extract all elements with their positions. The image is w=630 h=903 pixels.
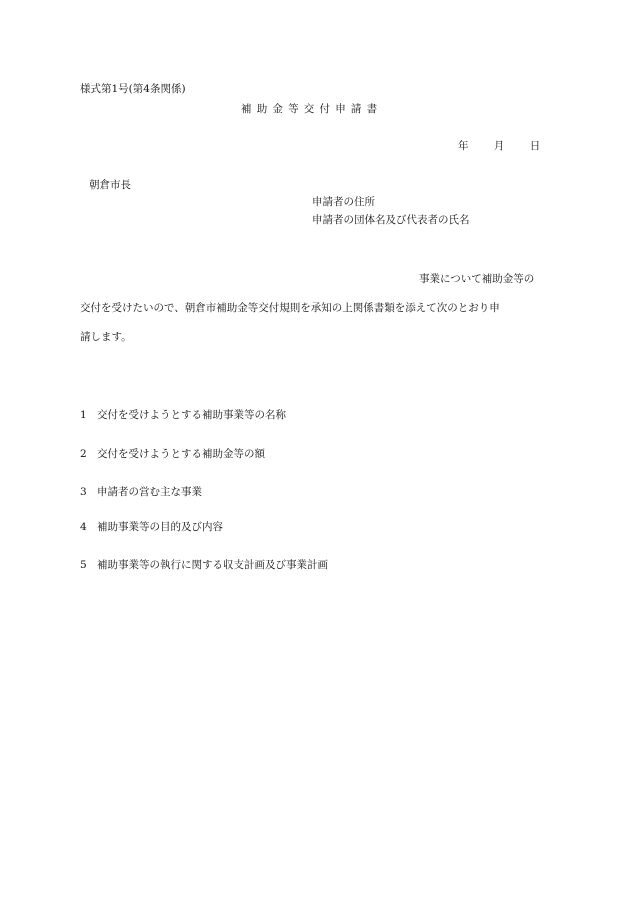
applicant-address-label: 申請者の住所 (312, 196, 375, 208)
item-text: 補助事業等の執行に関する収支計画及び事業計画 (97, 559, 328, 571)
form-number: 様式第1号(第4条関係) (80, 83, 186, 95)
date-month-label: 月 (493, 140, 505, 152)
item-number: 3 (80, 486, 87, 498)
item-number: 5 (80, 559, 87, 571)
item-number: 4 (80, 521, 87, 533)
item-number: 2 (80, 448, 87, 460)
body-text-line-3: 請します。 (80, 331, 132, 343)
addressee: 朝倉市長 (89, 179, 131, 191)
applicant-name-label: 申請者の団体名及び代表者の氏名 (312, 214, 470, 226)
item-number: 1 (80, 409, 87, 421)
date-line (458, 138, 540, 153)
list-item (80, 446, 265, 461)
document-title: 補助金等交付申請書 (241, 103, 383, 115)
body-text-line-1: 事業について補助金等の (419, 273, 535, 285)
date-day-label: 日 (529, 140, 541, 152)
date-year-label: 年 (458, 140, 469, 152)
list-item (80, 557, 328, 572)
item-text: 交付を受けようとする補助事業等の名称 (97, 409, 286, 421)
list-item (80, 484, 202, 499)
item-text: 補助事業等の目的及び内容 (97, 521, 223, 533)
item-text: 交付を受けようとする補助金等の額 (97, 448, 265, 460)
body-text-line-2: 交付を受けたいので、朝倉市補助金等交付規則を承知の上関係書類を添えて次のとおり申 (80, 302, 500, 314)
list-item (80, 519, 223, 534)
list-item (80, 407, 286, 422)
item-text: 申請者の営む主な事業 (97, 486, 202, 498)
